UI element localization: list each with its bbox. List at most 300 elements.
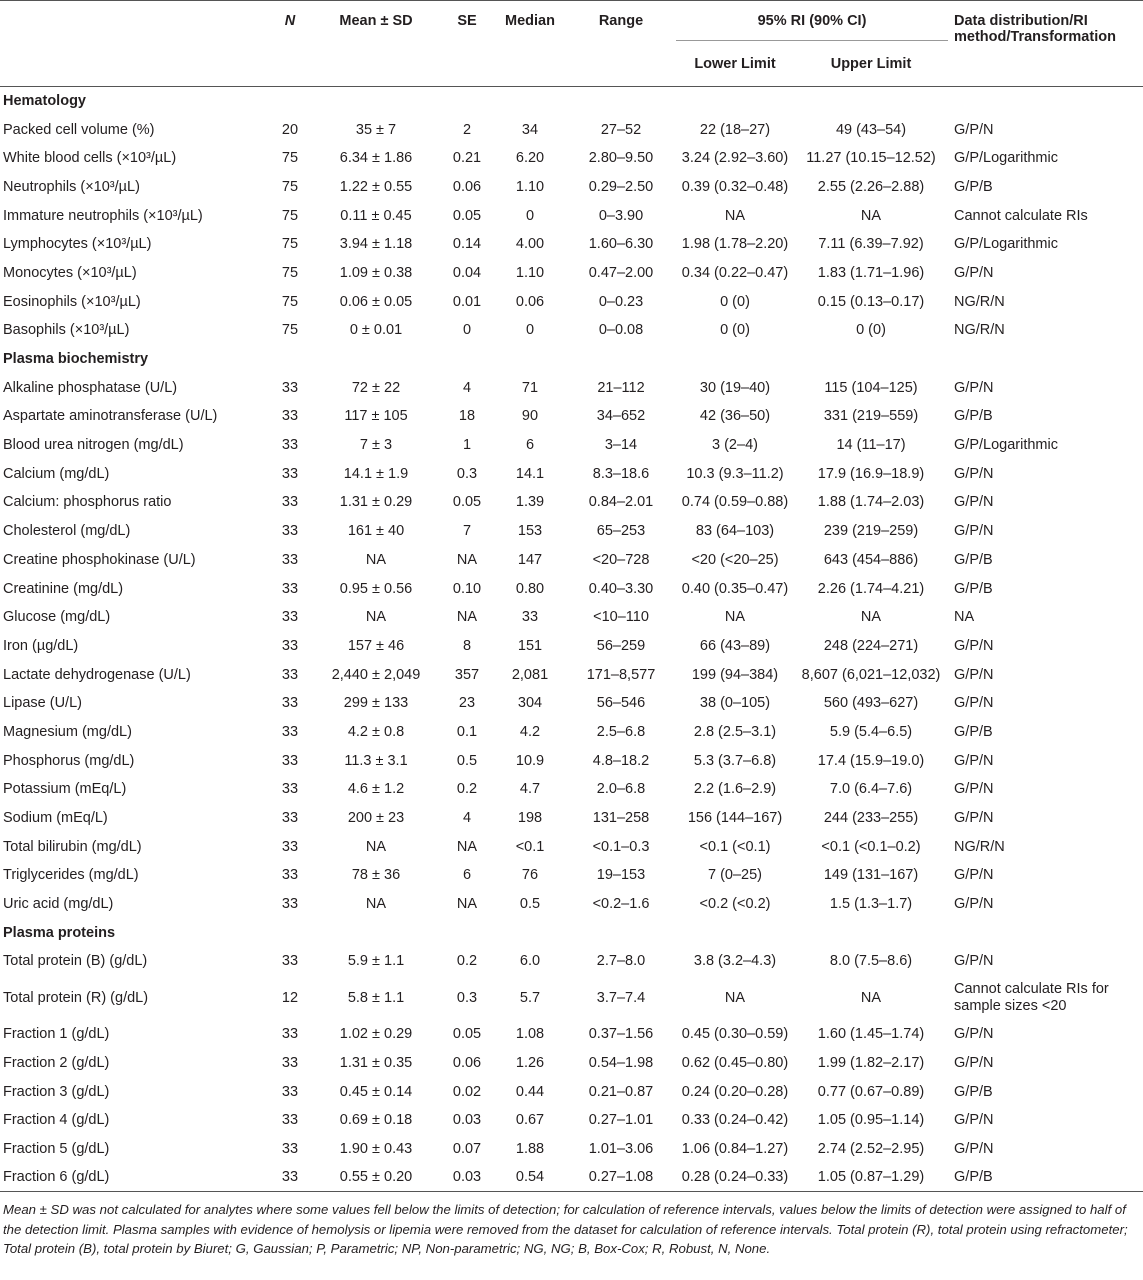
cell-distribution: G/P/N xyxy=(954,379,994,396)
cell-distribution: G/P/Logarithmic xyxy=(954,150,1058,167)
cell-mean-sd: 200 ± 23 xyxy=(347,810,405,827)
cell-se: NA xyxy=(456,838,478,855)
cell-range: 27–52 xyxy=(600,121,642,138)
cell-analyte: Eosinophils (×10³/µL) xyxy=(3,293,141,310)
cell-n: 33 xyxy=(281,609,299,626)
cell-mean-sd: 0.45 ± 0.14 xyxy=(339,1083,413,1100)
table-row xyxy=(0,718,1143,747)
cell-n: 33 xyxy=(281,896,299,913)
cell-upper-limit: 2.55 (2.26–2.88) xyxy=(817,178,925,195)
cell-n: 33 xyxy=(281,580,299,597)
cell-median: 2,081 xyxy=(511,666,549,683)
cell-se: 0.03 xyxy=(440,1163,494,1192)
cell-range: 0.40–3.30 xyxy=(588,580,654,597)
cell-analyte: Lipase (U/L) xyxy=(3,695,82,712)
cell-analyte: Calcium (mg/dL) xyxy=(3,465,110,482)
cell-range: 0–3.90 xyxy=(598,207,644,224)
cell-analyte: Monocytes (×10³/µL) xyxy=(3,264,137,281)
cell-distribution: G/P/N xyxy=(954,953,994,970)
cell-upper-limit: 14 (11–17) xyxy=(836,437,906,454)
cell-range: 3.7–7.4 xyxy=(596,989,646,1006)
cell-n: 33 xyxy=(281,1140,299,1157)
cell-median: 34 xyxy=(521,121,539,138)
cell-range: 19–153 xyxy=(596,867,646,884)
cell-median: 33 xyxy=(521,609,539,626)
cell-lower-limit: 0.39 (0.32–0.48) xyxy=(681,178,789,195)
cell-median: 10.9 xyxy=(515,752,545,769)
cell-distribution: G/P/N xyxy=(954,666,994,683)
header-lower-limit: Lower Limit xyxy=(676,41,794,87)
table-row xyxy=(0,1135,1143,1164)
cell-analyte: Triglycerides (mg/dL) xyxy=(3,867,139,884)
cell-lower-limit: 199 (94–384) xyxy=(691,666,779,683)
cell-analyte: Total protein (R) (g/dL) xyxy=(3,989,149,1006)
cell-median: 6.20 xyxy=(515,150,545,167)
cell-lower-limit: 22 (18–27) xyxy=(699,121,771,138)
header-range: Range xyxy=(566,1,676,41)
cell-analyte: Fraction 6 (g/dL) xyxy=(0,1163,268,1192)
cell-mean-sd: 4.6 ± 1.2 xyxy=(347,781,405,798)
cell-mean-sd: 78 ± 36 xyxy=(351,867,401,884)
cell-upper-limit: <0.1 (<0.1–0.2) xyxy=(821,838,921,855)
cell-range: <0.1–0.3 xyxy=(592,838,650,855)
table-row xyxy=(0,173,1143,202)
cell-upper-limit: 1.05 (0.95–1.14) xyxy=(817,1112,925,1129)
cell-range: 56–546 xyxy=(596,695,646,712)
cell-upper-limit: 115 (104–125) xyxy=(824,379,918,396)
cell-lower-limit: 0.40 (0.35–0.47) xyxy=(681,580,789,597)
cell-se: 0.21 xyxy=(452,150,482,167)
cell-lower-limit: 0.62 (0.45–0.80) xyxy=(681,1054,789,1071)
cell-analyte: Fraction 1 (g/dL) xyxy=(3,1026,110,1043)
cell-n: 33 xyxy=(281,1054,299,1071)
cell-distribution: G/P/B xyxy=(954,551,993,568)
cell-range: <0.2–1.6 xyxy=(592,896,650,913)
cell-distribution: G/P/N xyxy=(954,523,994,540)
cell-median: 0.44 xyxy=(515,1083,545,1100)
cell-se: 0.01 xyxy=(452,293,482,310)
cell-lower-limit: 30 (19–40) xyxy=(699,379,771,396)
cell-lower-limit: 42 (36–50) xyxy=(699,408,771,425)
cell-analyte: Basophils (×10³/µL) xyxy=(3,322,130,339)
cell-mean-sd: 14.1 ± 1.9 xyxy=(343,465,409,482)
cell-distribution: G/P/B xyxy=(954,580,993,597)
cell-n: 33 xyxy=(281,1026,299,1043)
cell-distribution: G/P/N xyxy=(954,1026,994,1043)
table-row xyxy=(0,632,1143,661)
cell-distribution: G/P/N xyxy=(954,1112,994,1129)
table-row xyxy=(0,775,1143,804)
cell-analyte: Fraction 3 (g/dL) xyxy=(3,1083,110,1100)
cell-mean-sd: 11.3 ± 3.1 xyxy=(344,752,408,769)
cell-median: 1.39 xyxy=(515,494,545,511)
cell-se: 6 xyxy=(462,867,472,884)
cell-n: 75 xyxy=(281,264,299,281)
cell-distribution: G/P/B xyxy=(954,723,993,740)
table-row xyxy=(0,488,1143,517)
cell-distribution: G/P/Logarithmic xyxy=(954,236,1058,253)
cell-upper-limit: 248 (224–271) xyxy=(823,637,919,654)
cell-n: 33 xyxy=(281,1112,299,1129)
cell-range: 2.7–8.0 xyxy=(596,953,646,970)
cell-lower-limit: 1.06 (0.84–1.27) xyxy=(681,1140,789,1157)
cell-lower-limit: <20 (<20–25) xyxy=(691,551,779,568)
cell-median: 1.88 xyxy=(515,1140,545,1157)
cell-median: 1.10 xyxy=(515,178,545,195)
cell-range: 131–258 xyxy=(592,810,650,827)
cell-upper-limit: 8.0 (7.5–8.6) xyxy=(829,953,913,970)
cell-mean-sd: 1.09 ± 0.38 xyxy=(339,264,413,281)
cell-se: NA xyxy=(456,896,478,913)
cell-range: 0.37–1.56 xyxy=(588,1026,654,1043)
cell-upper-limit: 0.77 (0.67–0.89) xyxy=(817,1083,925,1100)
cell-mean-sd: 117 ± 105 xyxy=(344,408,408,425)
cell-range: 0–0.08 xyxy=(598,322,644,339)
cell-analyte: Phosphorus (mg/dL) xyxy=(3,752,135,769)
cell-se: 0.04 xyxy=(452,264,482,281)
cell-median: 4.2 xyxy=(519,723,541,740)
cell-median: 151 xyxy=(517,637,543,654)
cell-se: 0.2 xyxy=(456,953,478,970)
cell-median: 90 xyxy=(521,408,539,425)
cell-distribution: G/P/B xyxy=(954,1083,993,1100)
cell-median: 14.1 xyxy=(515,465,545,482)
cell-range: 0–0.23 xyxy=(598,293,644,310)
cell-median: 0.06 xyxy=(515,293,545,310)
table-row xyxy=(0,144,1143,173)
cell-mean-sd: 1.90 ± 0.43 xyxy=(339,1140,413,1157)
cell-n: 33 xyxy=(268,1163,312,1192)
cell-upper-limit: NA xyxy=(860,207,882,224)
cell-lower-limit: 0.74 (0.59–0.88) xyxy=(681,494,789,511)
cell-median: 1.10 xyxy=(515,264,545,281)
cell-upper-limit: 8,607 (6,021–12,032) xyxy=(801,666,941,683)
table-row xyxy=(0,546,1143,575)
cell-se: 0.3 xyxy=(456,465,478,482)
cell-mean-sd: 35 ± 7 xyxy=(355,121,397,138)
cell-se: 0.06 xyxy=(452,1054,482,1071)
cell-mean-sd: 7 ± 3 xyxy=(359,437,393,454)
cell-n: 20 xyxy=(281,121,299,138)
cell-mean-sd: 0.95 ± 0.56 xyxy=(339,580,413,597)
cell-upper-limit: 17.4 (15.9–19.0) xyxy=(817,752,925,769)
table-header xyxy=(0,1,1143,87)
cell-range: 0.54–1.98 xyxy=(588,1054,654,1071)
cell-range: 1.60–6.30 xyxy=(588,236,654,253)
cell-distribution: G/P/N xyxy=(954,752,994,769)
section-header-row xyxy=(0,918,1143,947)
cell-range: 0.84–2.01 xyxy=(588,494,654,511)
cell-n: 75 xyxy=(281,150,299,167)
cell-range: <20–728 xyxy=(592,551,650,568)
cell-upper-limit: 5.9 (5.4–6.5) xyxy=(829,723,913,740)
cell-analyte: Lactate dehydrogenase (U/L) xyxy=(3,666,191,683)
header-median: Median xyxy=(494,1,566,41)
table-body xyxy=(0,87,1143,1192)
cell-range: 34–652 xyxy=(596,408,646,425)
table-row xyxy=(0,402,1143,431)
cell-median: 1.08 xyxy=(515,1026,545,1043)
cell-mean-sd: 299 ± 133 xyxy=(343,695,409,712)
table-row xyxy=(0,947,1143,976)
cell-n: 33 xyxy=(281,437,299,454)
table-row xyxy=(0,574,1143,603)
cell-mean-sd: 0.11 ± 0.45 xyxy=(340,207,412,224)
cell-n: 33 xyxy=(281,867,299,884)
cell-analyte: Neutrophils (×10³/µL) xyxy=(3,178,140,195)
cell-distribution: G/P/N xyxy=(954,1054,994,1071)
cell-median: 76 xyxy=(521,867,539,884)
table-row xyxy=(0,517,1143,546)
cell-lower-limit: 0 (0) xyxy=(720,322,750,339)
cell-range: 21–112 xyxy=(597,379,645,396)
cell-n: 75 xyxy=(281,236,299,253)
cell-analyte: Immature neutrophils (×10³/µL) xyxy=(3,207,203,224)
cell-mean-sd: 5.9 ± 1.1 xyxy=(347,953,405,970)
cell-lower-limit: 3.24 (2.92–3.60) xyxy=(681,150,789,167)
cell-n: 33 xyxy=(281,551,299,568)
table-row xyxy=(0,230,1143,259)
cell-distribution: G/P/N xyxy=(954,896,994,913)
cell-lower-limit: 0.45 (0.30–0.59) xyxy=(681,1026,789,1043)
table-row xyxy=(0,259,1143,288)
cell-lower-limit: 83 (64–103) xyxy=(695,523,775,540)
cell-mean-sd: 6.34 ± 1.86 xyxy=(339,150,413,167)
cell-distribution: Cannot calculate RIs xyxy=(954,207,1088,224)
cell-analyte: Aspartate aminotransferase (U/L) xyxy=(3,408,218,425)
cell-n: 12 xyxy=(281,989,299,1006)
cell-mean-sd: 157 ± 46 xyxy=(347,637,405,654)
cell-lower-limit: 0.33 (0.24–0.42) xyxy=(681,1112,789,1129)
cell-n: 33 xyxy=(281,752,299,769)
cell-mean-sd: NA xyxy=(365,838,387,855)
cell-upper-limit: 7.11 (6.39–7.92) xyxy=(818,236,924,253)
cell-distribution: NG/R/N xyxy=(954,322,1005,339)
cell-mean-sd: 1.31 ± 0.35 xyxy=(339,1054,413,1071)
cell-lower-limit: 2.2 (1.6–2.9) xyxy=(693,781,777,798)
cell-upper-limit: 2.26 (1.74–4.21) xyxy=(817,580,925,597)
cell-lower-limit: 3 (2–4) xyxy=(712,437,758,454)
cell-median: 0 xyxy=(525,207,535,224)
cell-median: <0.1 xyxy=(515,838,545,855)
cell-median: 0.67 xyxy=(515,1112,545,1129)
table-row xyxy=(0,1020,1143,1049)
header-upper-limit: Upper Limit xyxy=(794,41,948,87)
cell-upper-limit: 49 (43–54) xyxy=(835,121,907,138)
cell-range: <10–110 xyxy=(593,609,649,626)
cell-n: 33 xyxy=(281,494,299,511)
cell-range: 2.80–9.50 xyxy=(588,150,654,167)
cell-analyte: Alkaline phosphatase (U/L) xyxy=(3,379,178,396)
cell-mean-sd: 2,440 ± 2,049 xyxy=(331,666,421,683)
cell-se: 0.5 xyxy=(456,752,478,769)
table-row xyxy=(0,115,1143,144)
cell-se: 18 xyxy=(458,408,476,425)
cell-se: 357 xyxy=(454,666,480,683)
cell-distribution: G/P/N xyxy=(954,1140,994,1157)
section-header-row xyxy=(0,345,1143,374)
cell-upper-limit: 1.88 (1.74–2.03) xyxy=(817,494,925,511)
cell-upper-limit: 1.60 (1.45–1.74) xyxy=(817,1026,925,1043)
cell-range: 65–253 xyxy=(596,523,646,540)
cell-median: 304 xyxy=(517,695,543,712)
cell-se: 0.3 xyxy=(456,989,478,1006)
cell-n: 33 xyxy=(281,695,299,712)
cell-distribution: G/P/N xyxy=(954,695,994,712)
table-row xyxy=(0,1163,1143,1192)
cell-upper-limit: 244 (233–255) xyxy=(823,810,919,827)
cell-analyte: Creatine phosphokinase (U/L) xyxy=(3,551,196,568)
cell-n: 75 xyxy=(281,178,299,195)
cell-mean-sd: 1.02 ± 0.29 xyxy=(339,1026,413,1043)
cell-upper-limit: 331 (219–559) xyxy=(823,408,919,425)
cell-mean-sd: 161 ± 40 xyxy=(347,523,405,540)
header-distribution-line1: Data distribution/RI xyxy=(954,13,1088,29)
table-row xyxy=(0,861,1143,890)
cell-se: 0 xyxy=(462,322,472,339)
cell-median: 147 xyxy=(517,551,543,568)
table-row xyxy=(0,832,1143,861)
cell-analyte: Sodium (mEq/L) xyxy=(3,810,108,827)
table-row xyxy=(0,804,1143,833)
cell-upper-limit: 1.99 (1.82–2.17) xyxy=(817,1054,925,1071)
cell-median: 198 xyxy=(517,810,543,827)
table-row xyxy=(0,890,1143,919)
header-n: N xyxy=(268,1,312,41)
cell-n: 33 xyxy=(281,953,299,970)
cell-distribution: NG/R/N xyxy=(954,293,1005,310)
cell-n: 33 xyxy=(281,723,299,740)
cell-se: 0.06 xyxy=(452,178,482,195)
cell-range: 2.5–6.8 xyxy=(596,723,646,740)
cell-se: 4 xyxy=(462,379,472,396)
cell-distribution: G/P/N xyxy=(954,810,994,827)
cell-se: 2 xyxy=(462,121,472,138)
cell-range: 0.47–2.00 xyxy=(588,264,654,281)
table-row xyxy=(0,316,1143,345)
cell-lower-limit: 0.34 (0.22–0.47) xyxy=(681,264,789,281)
cell-range: 0.27–1.01 xyxy=(588,1112,654,1129)
cell-upper-limit: 0 (0) xyxy=(856,322,886,339)
cell-analyte: Blood urea nitrogen (mg/dL) xyxy=(3,437,184,454)
cell-mean-sd: 1.22 ± 0.55 xyxy=(339,178,413,195)
cell-analyte: Lymphocytes (×10³/µL) xyxy=(3,236,152,253)
cell-analyte: Total protein (B) (g/dL) xyxy=(3,953,148,970)
header-se: SE xyxy=(440,1,494,41)
cell-lower-limit: 1.98 (1.78–2.20) xyxy=(681,236,789,253)
cell-analyte: Magnesium (mg/dL) xyxy=(3,723,132,740)
cell-upper-limit: 11.27 (10.15–12.52) xyxy=(806,150,936,167)
table-row xyxy=(0,459,1143,488)
cell-mean-sd: 3.94 ± 1.18 xyxy=(339,236,413,253)
cell-median: 0.5 xyxy=(519,896,541,913)
table-row xyxy=(0,1077,1143,1106)
cell-n: 75 xyxy=(281,322,299,339)
cell-median: 71 xyxy=(521,379,539,396)
cell-lower-limit: 7 (0–25) xyxy=(707,867,762,884)
cell-lower-limit: NA xyxy=(724,989,746,1006)
cell-n: 33 xyxy=(281,781,299,798)
cell-analyte: Fraction 2 (g/dL) xyxy=(3,1054,110,1071)
cell-distribution: G/P/N xyxy=(954,264,994,281)
cell-distribution: G/P/B xyxy=(954,178,993,195)
table-row xyxy=(0,1106,1143,1135)
table-row xyxy=(0,201,1143,230)
cell-se: 0.05 xyxy=(452,207,482,224)
cell-mean-sd: 0 ± 0.01 xyxy=(349,322,403,339)
cell-distribution: G/P/N xyxy=(954,781,994,798)
cell-lower-limit: 0 (0) xyxy=(720,293,750,310)
cell-analyte: White blood cells (×10³/µL) xyxy=(3,150,177,167)
cell-lower-limit: 3.8 (3.2–4.3) xyxy=(693,953,777,970)
table-row xyxy=(0,976,1143,1020)
cell-lower-limit: <0.2 (<0.2) xyxy=(699,896,771,913)
cell-range: 3–14 xyxy=(604,437,638,454)
cell-lower-limit: 5.3 (3.7–6.8) xyxy=(693,752,777,769)
cell-se: NA xyxy=(456,551,478,568)
cell-distribution: G/P/N xyxy=(954,637,994,654)
table-row xyxy=(0,689,1143,718)
cell-n: 75 xyxy=(281,207,299,224)
cell-upper-limit: 149 (131–167) xyxy=(823,867,919,884)
cell-upper-limit: 239 (219–259) xyxy=(823,523,919,540)
section-title: Hematology xyxy=(3,93,86,110)
cell-median: 1.26 xyxy=(515,1054,545,1071)
cell-upper-limit: 0.15 (0.13–0.17) xyxy=(817,293,925,310)
cell-mean-sd: NA xyxy=(365,896,387,913)
cell-n: 75 xyxy=(281,293,299,310)
cell-range: 2.0–6.8 xyxy=(596,781,646,798)
cell-n: 33 xyxy=(281,838,299,855)
cell-median: 6.0 xyxy=(519,953,541,970)
cell-analyte: Uric acid (mg/dL) xyxy=(3,896,114,913)
cell-analyte: Cholesterol (mg/dL) xyxy=(3,523,131,540)
cell-range: 0.27–1.08 xyxy=(566,1163,676,1192)
cell-n: 33 xyxy=(281,1083,299,1100)
header-ri-group: 95% RI (90% CI) xyxy=(676,1,948,41)
cell-upper-limit: 1.83 (1.71–1.96) xyxy=(817,264,925,281)
cell-lower-limit: 38 (0–105) xyxy=(699,695,771,712)
cell-median: 4.7 xyxy=(519,781,541,798)
cell-mean-sd: NA xyxy=(365,609,387,626)
cell-distribution: G/P/B xyxy=(954,408,993,425)
cell-analyte: Fraction 4 (g/dL) xyxy=(3,1112,110,1129)
cell-upper-limit: 643 (454–886) xyxy=(823,551,919,568)
cell-mean-sd: 4.2 ± 0.8 xyxy=(347,723,405,740)
cell-distribution: G/P/Logarithmic xyxy=(954,437,1058,454)
cell-se: 0.10 xyxy=(452,580,482,597)
cell-mean-sd: 5.8 ± 1.1 xyxy=(347,989,405,1006)
cell-lower-limit: 66 (43–89) xyxy=(699,637,771,654)
cell-lower-limit: 2.8 (2.5–3.1) xyxy=(693,723,777,740)
cell-median: 6 xyxy=(525,437,535,454)
cell-n: 33 xyxy=(281,379,299,396)
cell-mean-sd: 72 ± 22 xyxy=(351,379,401,396)
cell-analyte: Creatinine (mg/dL) xyxy=(3,580,124,597)
cell-mean-sd: NA xyxy=(365,551,387,568)
cell-distribution: Cannot calculate RIs for sample sizes <20 xyxy=(954,980,1109,1014)
header-mean-sd: Mean ± SD xyxy=(312,1,440,41)
table-row xyxy=(0,431,1143,460)
cell-median: 153 xyxy=(517,523,543,540)
cell-range: 0.21–0.87 xyxy=(588,1083,654,1100)
cell-se: 23 xyxy=(458,695,476,712)
cell-upper-limit: 2.74 (2.52–2.95) xyxy=(817,1140,925,1157)
cell-distribution: G/P/N xyxy=(954,465,994,482)
cell-se: 1 xyxy=(462,437,472,454)
header-distribution xyxy=(948,1,1143,87)
cell-n: 33 xyxy=(281,666,299,683)
